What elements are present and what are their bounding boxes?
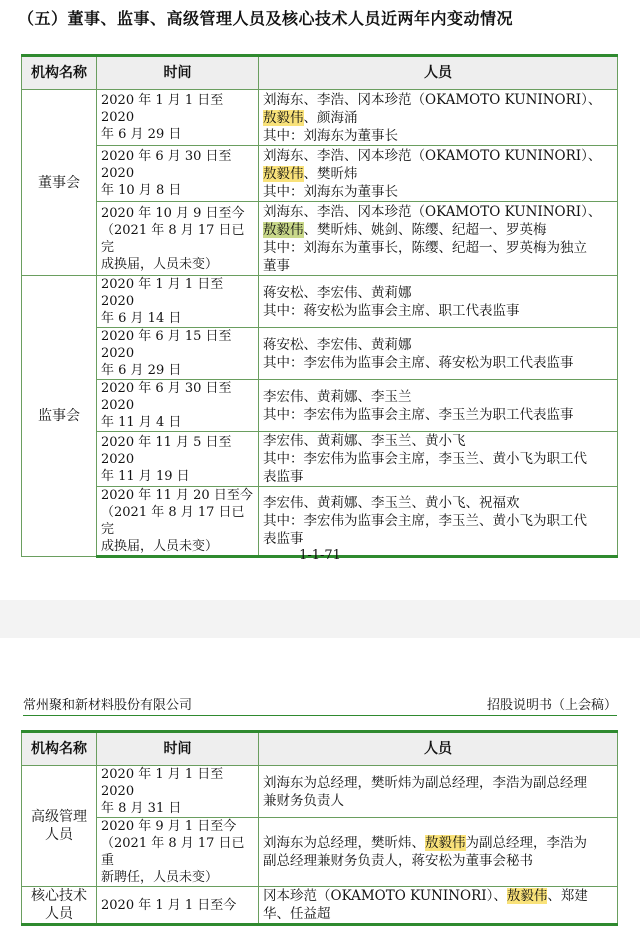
org-board: 董事会: [22, 90, 97, 276]
people-cell: 李宏伟、黄莉娜、李玉兰、黄小飞、祝福欢 其中：李宏伟为监事会主席，李玉兰、黄小飞为职工代 表监事: [259, 487, 618, 557]
time-cell: 2020 年 1 月 1 日至 2020 年 6 月 29 日: [97, 90, 259, 146]
people-cell: 李宏伟、黄莉娜、李玉兰、黄小飞 其中：李宏伟为监事会主席，李玉兰、黄小飞为职工代 表监事: [259, 432, 618, 487]
org-core-tech: 核心技术 人员: [22, 887, 97, 925]
table-row: [22, 276, 618, 328]
highlight: 敖毅伟: [425, 835, 466, 851]
table-row: [22, 432, 618, 487]
time-cell: 2020 年 6 月 15 日至 2020 年 6 月 29 日: [97, 328, 259, 380]
table-row: [22, 146, 618, 202]
table-row: [22, 818, 618, 887]
table-row: [22, 487, 618, 557]
org-management: 高级管理 人员: [22, 766, 97, 887]
header-time: 时间: [97, 732, 259, 766]
people-cell: 李宏伟、黄莉娜、李玉兰 其中：李宏伟为监事会主席、李玉兰为职工代表监事: [259, 380, 618, 432]
section-title: （五）董事、监事、高级管理人员及核心技术人员近两年内变动情况: [18, 9, 514, 28]
page-gap: [0, 600, 640, 638]
company-name: 常州聚和新材料股份有限公司: [23, 698, 193, 713]
table-row: [22, 328, 618, 380]
time-cell: 2020 年 1 月 1 日至 2020 年 8 月 31 日: [97, 766, 259, 818]
people-cell: 刘海东为总经理，樊昕炜、敖毅伟为副总经理，李浩为 副总经理兼财务负责人，蒋安松为董事会秘书: [259, 818, 618, 887]
header-time: 时间: [97, 56, 259, 90]
header-org: 机构名称: [22, 56, 97, 90]
time-cell: 2020 年 6 月 30 日至 2020 年 11 月 4 日: [97, 380, 259, 432]
table-row: [22, 887, 618, 925]
table-header-row: [22, 56, 618, 90]
time-cell: 2020 年 11 月 5 日至 2020 年 11 月 19 日: [97, 432, 259, 487]
time-cell: 2020 年 6 月 30 日至 2020 年 10 月 8 日: [97, 146, 259, 202]
board-supervisor-change-table: [21, 54, 618, 558]
document-page-2: [0, 638, 640, 922]
highlight: 敖毅伟: [263, 221, 304, 238]
document-type: 招股说明书（上会稿）: [486, 698, 617, 713]
people-cell: 刘海东、李浩、冈本珍范（OKAMOTO KUNINORI）、 敖毅伟、樊昕炜、姚剑、陈缨、纪超一、罗英梅 其中：刘海东为董事长，陈缨、纪超一、罗英梅为独立 董事: [259, 202, 618, 276]
people-cell: 蒋安松、李宏伟、黄莉娜 其中：蒋安松为监事会主席、职工代表监事: [259, 276, 618, 328]
highlight: 敖毅伟: [506, 888, 548, 904]
table-row: [22, 766, 618, 818]
header-org: 机构名称: [22, 732, 97, 766]
table-row: [22, 202, 618, 276]
people-cell: 蒋安松、李宏伟、黄莉娜 其中：李宏伟为监事会主席、蒋安松为职工代表监事: [259, 328, 618, 380]
page-number: 1-1-71: [299, 548, 341, 563]
time-cell: 2020 年 11 月 20 日至今 （2021 年 8 月 17 日已完 成换届，人员未变）: [97, 487, 259, 557]
people-cell: 刘海东为总经理，樊昕炜为副总经理，李浩为副总经理 兼财务负责人: [259, 766, 618, 818]
management-change-table: [21, 730, 618, 926]
header-people: 人员: [259, 732, 618, 766]
header-people: 人员: [259, 56, 618, 90]
time-cell: 2020 年 1 月 1 日至今: [97, 887, 259, 925]
time-cell: 2020 年 10 月 9 日至今 （2021 年 8 月 17 日已完 成换届，人员未变）: [97, 202, 259, 276]
highlight: 敖毅伟: [263, 109, 304, 126]
people-cell: 刘海东、李浩、冈本珍范（OKAMOTO KUNINORI）、 敖毅伟、颜海涌 其中：刘海东为董事长: [259, 90, 618, 146]
time-cell: 2020 年 9 月 1 日至今 （2021 年 8 月 17 日已重 新聘任，人员未变）: [97, 818, 259, 887]
table-row: [22, 380, 618, 432]
highlight: 敖毅伟: [263, 165, 304, 182]
people-cell: 冈本珍范（OKAMOTO KUNINORI）、敖毅伟、郑建 华、任益超: [259, 887, 618, 925]
page-header: [23, 694, 617, 716]
table-row: [22, 90, 618, 146]
time-cell: 2020 年 1 月 1 日至 2020 年 6 月 14 日: [97, 276, 259, 328]
table-header-row: [22, 732, 618, 766]
people-cell: 刘海东、李浩、冈本珍范（OKAMOTO KUNINORI）、 敖毅伟、樊昕炜 其中：刘海东为董事长: [259, 146, 618, 202]
org-supervisors: 监事会: [22, 276, 97, 557]
